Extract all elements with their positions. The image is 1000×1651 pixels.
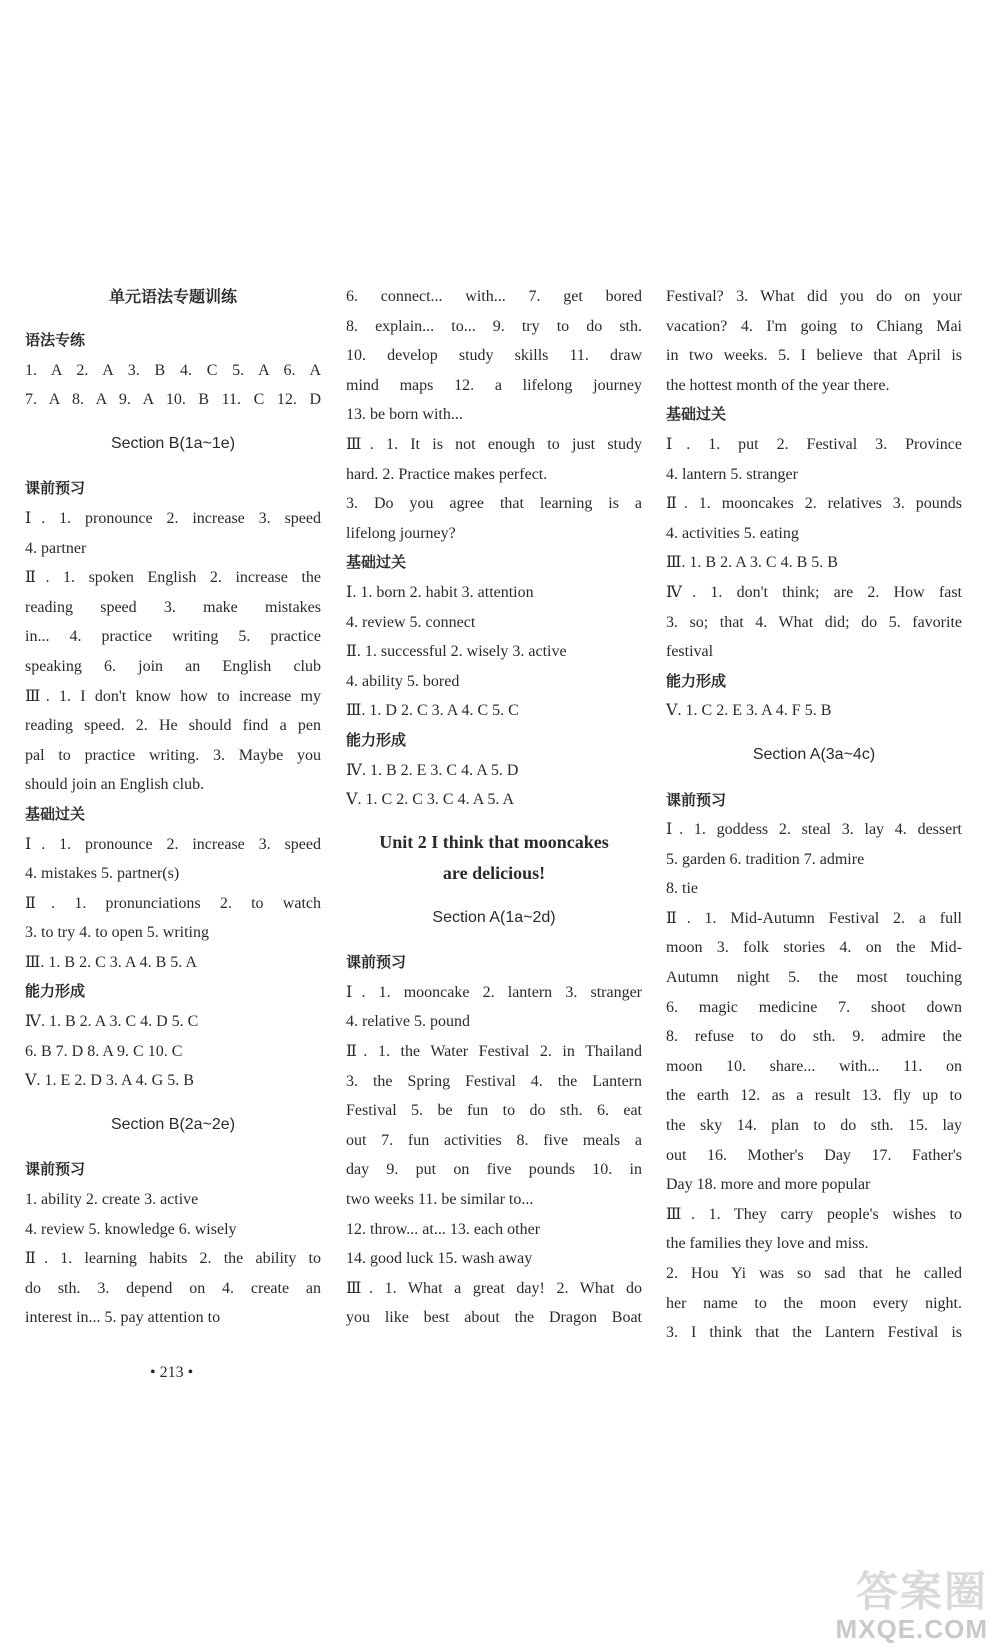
heading-grammar-practice: 语法专练	[25, 331, 86, 349]
answer-line: lifelong journey?	[346, 524, 456, 542]
answer-line: Ⅳ. 1. B 2. A 3. C 4. D 5. C	[25, 1013, 199, 1031]
heading-basic: 基础过关	[666, 405, 727, 424]
answer-line: 2. Hou Yi was so sad that he called	[666, 1265, 962, 1282]
answer-line: Ⅰ. 1. put 2. Festival 3. Province	[666, 435, 962, 453]
answer-line: moon 10. share... with... 11. on	[666, 1057, 962, 1075]
unit-title	[346, 827, 642, 889]
answer-line: 4. review 5. knowledge 6. wisely	[25, 1220, 237, 1238]
answer-line: Ⅱ. 1. learning habits 2. the ability to	[25, 1250, 321, 1268]
answer-line: 4. review 5. connect	[346, 613, 476, 631]
answer-line: should join an English club.	[25, 776, 205, 794]
answer-line: the hottest month of the year there.	[666, 376, 890, 394]
answer-line: in... 4. practice writing 5. practice	[25, 628, 321, 646]
unit-title-line-1: Unit 2 I think that mooncakes	[379, 831, 609, 852]
answer-line: Ⅱ. 1. the Water Festival 2. in Thailand	[346, 1043, 642, 1061]
heading-preview: 课前预习	[346, 953, 407, 972]
answer-line: Ⅲ. 1. B 2. C 3. A 4. B 5. A	[25, 953, 197, 971]
answer-line: 12. throw... at... 13. each other	[346, 1220, 541, 1238]
page-number: • 213 •	[150, 1364, 194, 1381]
heading-ability: 能力形成	[346, 730, 407, 749]
watermark-url: MXQE.COM	[835, 1614, 988, 1644]
answer-line: 7. A 8. A 9. A 10. B 11. C 12. D	[25, 391, 321, 409]
answer-line: Ⅲ. 1. It is not enough to just study	[346, 435, 642, 453]
answer-line: Ⅴ. 1. C 2. E 3. A 4. F 5. B	[666, 702, 832, 720]
column-right	[666, 282, 962, 1348]
answer-line: two weeks 11. be similar to...	[346, 1191, 534, 1209]
answer-line: 8. explain... to... 9. try to do sth.	[346, 317, 642, 335]
answer-line: Ⅴ. 1. E 2. D 3. A 4. G 5. B	[25, 1072, 194, 1090]
answer-line: pal to practice writing. 3. Maybe you	[25, 746, 321, 764]
answer-line: Ⅱ. 1. successful 2. wisely 3. active	[346, 643, 567, 661]
answer-line: do sth. 3. depend on 4. create an	[25, 1279, 321, 1297]
column-left	[25, 282, 321, 1333]
answer-line: 5. garden 6. tradition 7. admire	[666, 850, 865, 868]
answer-line: speaking 6. join an English club	[25, 657, 321, 675]
answer-line: out 16. Mother's Day 17. Father's	[666, 1146, 962, 1164]
heading-basic: 基础过关	[25, 804, 86, 823]
answer-line: Ⅱ. 1. Mid-Autumn Festival 2. a full	[666, 909, 962, 927]
answer-line: 8. refuse to do sth. 9. admire the	[666, 1028, 962, 1046]
heading-ability: 能力形成	[666, 671, 727, 690]
heading-preview: 课前预习	[25, 1160, 86, 1179]
answer-line: Ⅱ. 1. mooncakes 2. relatives 3. pounds	[666, 495, 962, 513]
heading-preview: 课前预习	[25, 479, 86, 498]
heading-ability: 能力形成	[25, 982, 86, 1001]
watermark	[836, 1569, 988, 1643]
column-middle	[346, 282, 642, 1333]
answer-line: 3. to try 4. to open 5. writing	[25, 924, 209, 942]
answer-line: Ⅲ. 1. D 2. C 3. A 4. C 5. C	[346, 702, 519, 720]
answer-line: 3. so; that 4. What did; do 5. favorite	[666, 613, 962, 631]
answer-line: day 9. put on five pounds 10. in	[346, 1161, 642, 1179]
section-heading: Section A(1a~2d)	[432, 908, 556, 926]
answer-line: 1. A 2. A 3. B 4. C 5. A 6. A	[25, 361, 321, 379]
answer-line: 4. activities 5. eating	[666, 524, 799, 542]
answer-line: her name to the moon every night.	[666, 1294, 962, 1312]
answer-line: in two weeks. 5. I believe that April is	[666, 347, 962, 365]
answer-line: 14. good luck 15. wash away	[346, 1250, 533, 1268]
heading-preview: 课前预习	[666, 790, 727, 809]
answer-line: Ⅴ. 1. C 2. C 3. C 4. A 5. A	[346, 791, 515, 809]
answer-line: Ⅰ. 1. born 2. habit 3. attention	[346, 583, 534, 601]
heading-basic: 基础过关	[346, 553, 407, 572]
section-heading: Section B(1a~1e)	[110, 434, 236, 452]
answer-line: 4. ability 5. bored	[346, 672, 460, 690]
answer-line: Autumn night 5. the most touching	[666, 969, 962, 987]
answer-line: 13. be born with...	[346, 406, 463, 424]
answer-line: Ⅳ. 1. don't think; are 2. How fast	[666, 583, 962, 601]
answer-line: 3. Do you agree that learning is a	[346, 495, 642, 513]
answer-line: 10. develop study skills 11. draw	[346, 347, 642, 365]
answer-line: Ⅳ. 1. B 2. E 3. C 4. A 5. D	[346, 761, 519, 779]
answer-line: festival	[666, 643, 714, 661]
answer-line: 4. lantern 5. stranger	[666, 465, 798, 483]
answer-line: 4. partner	[25, 539, 87, 557]
answer-line: 3. I think that the Lantern Festival is	[666, 1324, 962, 1342]
section-title: 单元语法专题训练	[108, 287, 237, 306]
answer-line: the sky 14. plan to do sth. 15. lay	[666, 1117, 962, 1135]
answer-line: 1. ability 2. create 3. active	[25, 1191, 199, 1209]
answer-line: interest in... 5. pay attention to	[25, 1309, 221, 1327]
answer-line: Ⅰ. 1. mooncake 2. lantern 3. stranger	[346, 983, 642, 1001]
answer-line: Festival 5. be fun to do sth. 6. eat	[346, 1102, 642, 1120]
answer-line: out 7. fun activities 8. five meals a	[346, 1131, 642, 1149]
answer-line: Ⅲ. 1. I don't know how to increase my	[25, 687, 321, 705]
answer-line: Ⅰ. 1. goddess 2. steal 3. lay 4. dessert	[666, 821, 962, 839]
answer-line: Ⅱ. 1. pronunciations 2. to watch	[25, 894, 321, 912]
answer-line: vacation? 4. I'm going to Chiang Mai	[666, 317, 962, 335]
answer-line: 3. the Spring Festival 4. the Lantern	[346, 1072, 642, 1090]
answer-line: hard. 2. Practice makes perfect.	[346, 465, 548, 483]
answer-line: mind maps 12. a lifelong journey	[346, 376, 642, 394]
answer-line: 6. B 7. D 8. A 9. C 10. C	[25, 1042, 183, 1060]
answer-line: 6. magic medicine 7. shoot down	[666, 998, 962, 1016]
answer-line: the families they love and miss.	[666, 1235, 869, 1253]
answer-line: the earth 12. as a result 13. fly up to	[666, 1087, 962, 1105]
answer-line: reading speed. 2. He should find a pen	[25, 717, 321, 735]
answer-line: reading speed 3. make mistakes	[25, 598, 321, 616]
answer-line: Festival? 3. What did you do on your	[666, 288, 962, 305]
section-heading: Section B(2a~2e)	[110, 1115, 236, 1133]
unit-title-line-2: are delicious!	[442, 862, 546, 883]
answer-line: Ⅲ. 1. B 2. A 3. C 4. B 5. B	[666, 554, 838, 572]
answer-line: moon 3. folk stories 4. on the Mid-	[666, 939, 962, 957]
answer-line: 4. relative 5. pound	[346, 1013, 470, 1031]
watermark-logo: 答案圈	[855, 1568, 988, 1615]
answer-line: you like best about the Dragon Boat	[346, 1309, 642, 1327]
answer-line: 4. mistakes 5. partner(s)	[25, 865, 180, 883]
answer-line: Ⅱ. 1. spoken English 2. increase the	[25, 569, 321, 587]
answer-line: Ⅰ. 1. pronounce 2. increase 3. speed	[25, 509, 321, 527]
section-heading: Section A(3a~4c)	[752, 745, 876, 763]
answer-line: Ⅲ. 1. What a great day! 2. What do	[346, 1279, 642, 1297]
answer-line: Day 18. more and more popular	[666, 1176, 871, 1194]
answer-line: Ⅰ. 1. pronounce 2. increase 3. speed	[25, 835, 321, 853]
answer-line: Ⅲ. 1. They carry people's wishes to	[666, 1205, 962, 1223]
answer-line: 8. tie	[666, 880, 698, 898]
answer-line: 6. connect... with... 7. get bored	[346, 288, 642, 305]
